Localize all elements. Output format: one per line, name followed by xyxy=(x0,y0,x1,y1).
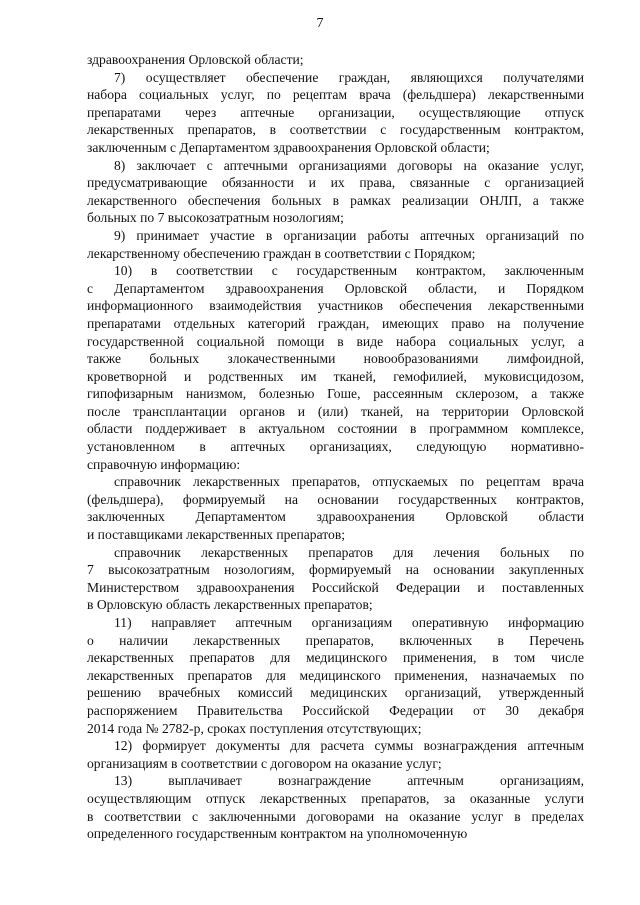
text-line: заключенным с Департаментом здравоохранения Орловской области; xyxy=(87,139,490,155)
text-line: 7 высокозатратным нозологиям, формируемый на основании закупленных xyxy=(87,562,584,578)
text-line: решению врачебных комиссий медицинских организаций, утвержденный xyxy=(87,685,584,701)
text-line: 2014 года № 2782-р, сроках поступления отсутствующих; xyxy=(87,720,422,736)
text-line: препаратами через аптечные организации, осуществляющие отпуск xyxy=(87,104,584,120)
document-body xyxy=(87,51,584,843)
text-line: 7) осуществляет обеспечение граждан, являющихся получателями xyxy=(114,69,584,85)
text-line: государственной социальной помощи в виде набора социальных услуг, а xyxy=(87,333,584,349)
paragraph-p9 xyxy=(87,227,584,262)
paragraph-p7 xyxy=(87,69,584,157)
text-line: также больных злокачественными новообразованиями лимфоидной, xyxy=(87,351,584,367)
paragraph-p13 xyxy=(87,772,584,842)
text-line: кроветворной и родственных им тканей, гемофилией, муковисцидозом, xyxy=(87,368,584,384)
text-line: распоряжением Правительства Российской Федерации от 30 декабря xyxy=(87,702,584,718)
text-line: осуществляющим отпуск лекарственных препаратов, за оказанные услуги xyxy=(87,790,584,806)
text-line: лекарственному обеспечению граждан в соответствии с Порядком; xyxy=(87,245,476,261)
paragraph-p8 xyxy=(87,157,584,227)
text-line: 9) принимает участие в организации работы аптечных организаций по xyxy=(114,227,584,243)
text-line: организациям в соответствии с договором на оказание услуг; xyxy=(87,755,442,771)
text-line: 11) направляет аптечным организациям оперативную информацию xyxy=(114,615,584,630)
text-line: области поддерживает в актуальном состоянии в программном комплексе, xyxy=(87,421,584,437)
text-line: в Орловскую область лекарственных препаратов; xyxy=(87,597,373,613)
text-line: здравоохранения Орловской области; xyxy=(87,52,304,67)
text-line: 12) формирует документы для расчета суммы вознаграждения аптечным xyxy=(114,738,584,754)
text-line: больных по 7 высокозатратным нозологиям; xyxy=(87,210,344,226)
text-line: и поставщиками лекарственных препаратов; xyxy=(87,527,346,543)
text-line: установленном в аптечных организациях, следующую нормативно- xyxy=(87,439,584,455)
text-line: лекарственных препаратов, в соответствии с государственным контрактом, xyxy=(87,122,584,138)
text-line: гипофизарным нанизмом, болезнью Гоше, рассеянным склерозом, а также xyxy=(87,386,584,402)
text-line: справочник лекарственных препаратов для лечения больных по xyxy=(114,544,584,560)
text-line: 8) заключает с аптечными организациями договоры на оказание услуг, xyxy=(114,157,584,173)
text-line: информационного взаимодействия участников обеспечения лекарственными xyxy=(87,298,584,314)
paragraph-p10 xyxy=(87,262,584,473)
text-line: лекарственных препаратов для медицинского применения, в том числе xyxy=(87,650,584,666)
text-line: в соответствии с заключенными договорами на оказание услуг в пределах xyxy=(87,808,584,824)
text-line: лекарственных препаратов для медицинского применения, назначаемых по xyxy=(87,667,584,683)
text-line: о наличии лекарственных препаратов, включенных в Перечень xyxy=(87,632,584,648)
text-line: (фельдшера), формируемый на основании государственных контрактов, xyxy=(87,491,584,507)
text-line: после трансплантации органов и (или) тканей, на территории Орловской xyxy=(87,403,584,419)
text-line: 13) выплачивает вознаграждение аптечным организациям, xyxy=(114,773,584,789)
paragraph-p11 xyxy=(87,614,584,737)
text-line: лекарственного обеспечения больных в рамках реализации ОНЛП, а также xyxy=(87,192,584,208)
text-line: справочную информацию: xyxy=(87,456,241,472)
text-line: справочник лекарственных препаратов, отпускаемых по рецептам врача xyxy=(114,474,584,490)
text-line: 10) в соответствии с государственным контрактом, заключенным xyxy=(114,263,584,279)
page-number: 7 xyxy=(316,16,324,31)
paragraph-p10a xyxy=(87,473,584,543)
text-line: с Департаментом здравоохранения Орловской области, и Порядком xyxy=(87,280,584,296)
paragraph-p0 xyxy=(87,51,584,69)
paragraph-p12 xyxy=(87,737,584,772)
text-line: заключенных Департаментом здравоохранения Орловской области xyxy=(87,509,584,525)
paragraph-p10b xyxy=(87,544,584,614)
text-line: набора социальных услуг, по рецептам врача (фельдшера) лекарственными xyxy=(87,87,584,103)
text-line: препаратами отдельных категорий граждан, имеющих право на получение xyxy=(87,315,584,331)
text-line: Министерством здравоохранения Российской Федерации и поставленных xyxy=(87,579,584,595)
text-line: определенного государственным контрактом на уполномоченную xyxy=(87,826,468,842)
text-line: предусматривающие обязанности и их права, связанные с организацией xyxy=(87,175,584,191)
